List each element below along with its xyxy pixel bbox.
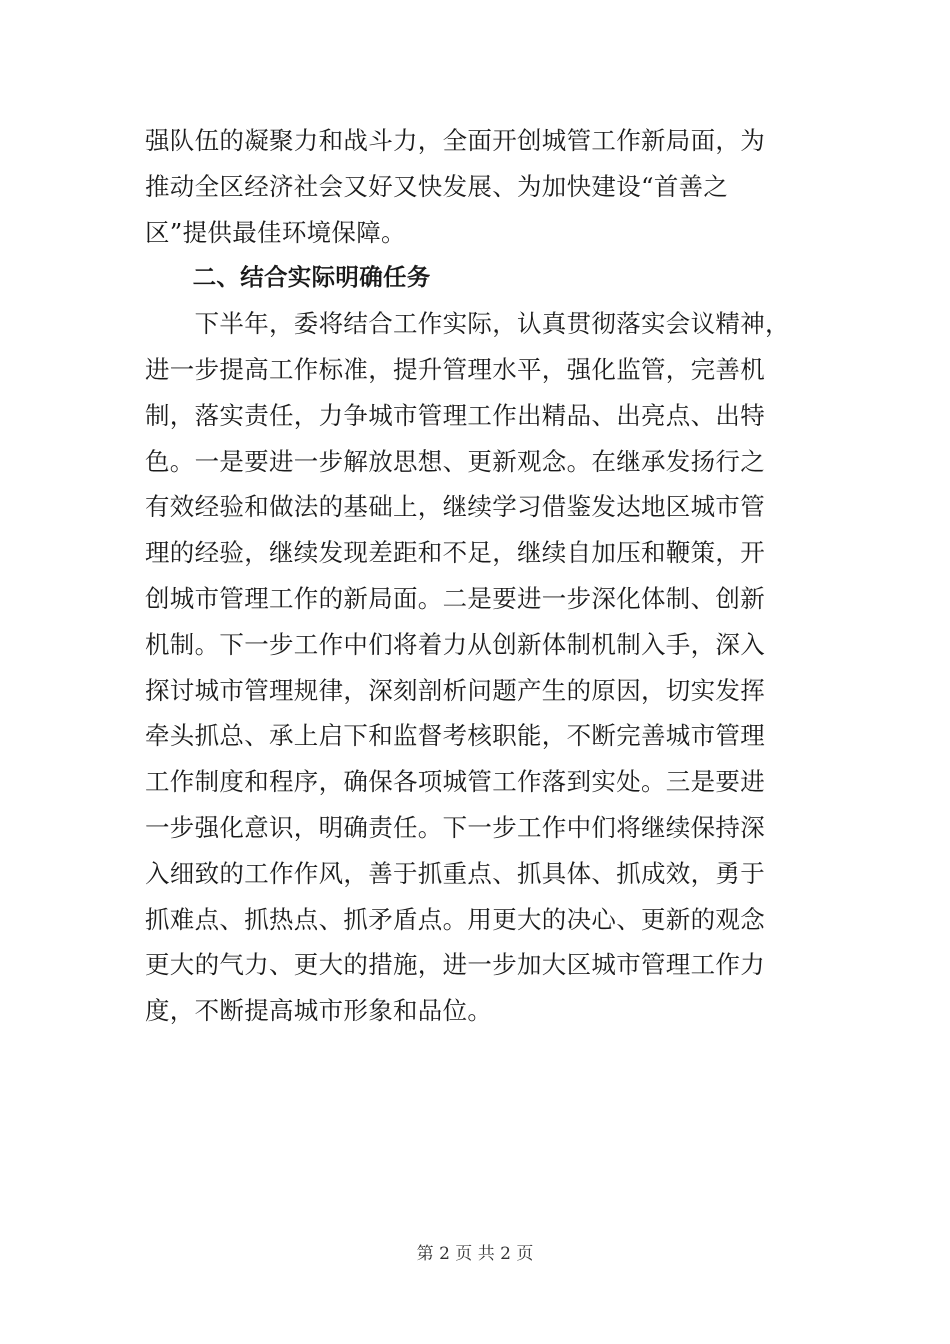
text-line: 区”提供最佳环境保障。 — [145, 217, 406, 247]
text-line: 入细致的工作作风，善于抓重点、抓具体、抓成效，勇于 — [145, 858, 765, 888]
text-line: 强队伍的凝聚力和战斗力，全面开创城管工作新局面，为 — [145, 126, 765, 155]
text-line: 有效经验和做法的基础上，继续学习借鉴发达地区城市管 — [145, 492, 765, 522]
body-text — [145, 118, 807, 1034]
text-line: 工作制度和程序，确保各项城管工作落到实处。三是要进 — [145, 767, 765, 797]
text-line: 进一步提高工作标准，提升管理水平，强化监管，完善机 — [145, 354, 765, 384]
text-line: 度，不断提高城市形象和品位。 — [145, 996, 493, 1026]
text-line: 下半年，委将结合工作实际，认真贯彻落实会议精神， — [145, 309, 790, 339]
text-line: 制，落实责任，力争城市管理工作出精品、出亮点、出特 — [145, 400, 765, 430]
text-line: 创城市管理工作的新局面。二是要进一步深化体制、创新 — [145, 583, 765, 613]
page-footer: 第 2 页 共 2 页 — [416, 1244, 534, 1264]
text-line: 一步强化意识，明确责任。下一步工作中们将继续保持深 — [145, 812, 765, 842]
text-line: 推动全区经济社会又好又快发展、为加快建设“首善之 — [145, 171, 729, 201]
text-line: 抓难点、抓热点、抓矛盾点。用更大的决心、更新的观念 — [145, 904, 765, 934]
text-line: 牵头抓总、承上启下和监督考核职能，不断完善城市管理 — [145, 721, 765, 751]
text-line: 机制。下一步工作中们将着力从创新体制机制入手，深入 — [145, 629, 765, 659]
section-heading: 二、结合实际明确任务 — [145, 263, 431, 292]
text-line: 色。一是要进一步解放思想、更新观念。在继承发扬行之 — [145, 446, 765, 476]
text-line: 探讨城市管理规律，深刻剖析问题产生的原因，切实发挥 — [145, 675, 765, 705]
text-line: 更大的气力、更大的措施，进一步加大区城市管理工作力 — [145, 950, 765, 980]
text-line: 理的经验，继续发现差距和不足，继续自加压和鞭策，开 — [145, 538, 765, 568]
